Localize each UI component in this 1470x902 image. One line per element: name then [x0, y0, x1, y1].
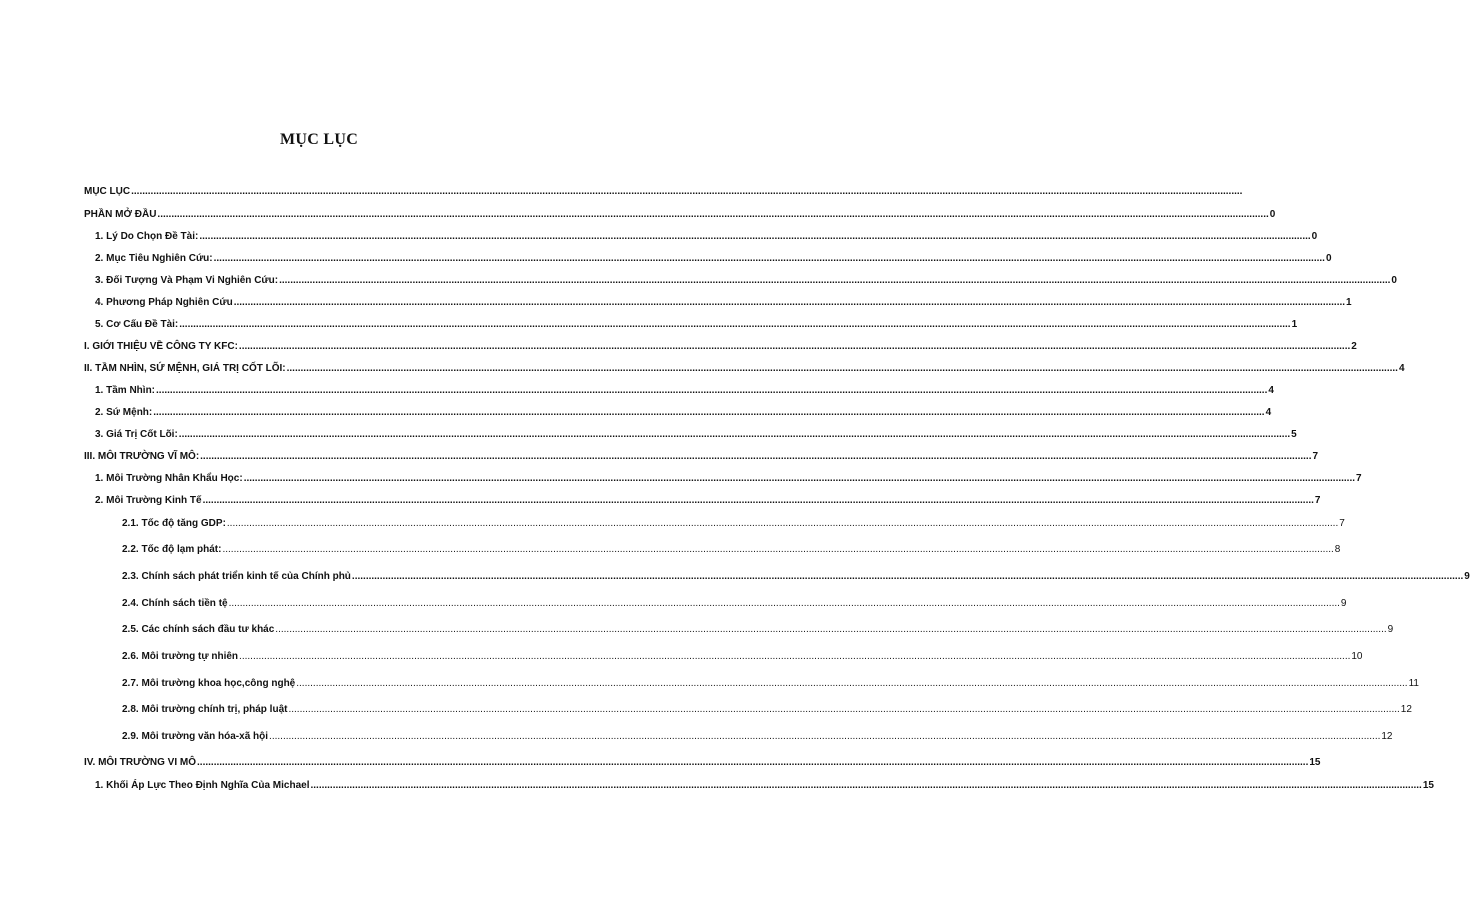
toc-dot-leader: ................................................................................................................................................................................................................................................................................................................................................................................................................ [296, 678, 1408, 689]
toc-dot-leader: ................................................................................................................................................................................................................................................................................................................................................................................................................ [213, 253, 1325, 264]
toc-dot-leader: ................................................................................................................................................................................................................................................................................................................................................................................................................ [131, 186, 1243, 197]
toc-entry[interactable] [84, 450, 1319, 463]
toc-dot-leader: ................................................................................................................................................................................................................................................................................................................................................................................................................ [275, 624, 1387, 635]
toc-dot-leader: ................................................................................................................................................................................................................................................................................................................................................................................................................ [233, 297, 1346, 308]
toc-entry-page-number: 4 [1268, 385, 1274, 396]
toc-entry-label: 2.2. Tốc độ lạm phát: [122, 544, 222, 555]
toc-entry[interactable] [122, 517, 1345, 530]
toc-entry-label: 2.8. Môi trường chính trị, pháp luật [122, 704, 288, 715]
toc-entry-page-number: 0 [1311, 231, 1318, 242]
toc-entry-page-number: 12 [1400, 704, 1412, 715]
toc-dot-leader: ................................................................................................................................................................................................................................................................................................................................................................................................................ [351, 571, 1464, 582]
toc-entry-page-number: 10 [1351, 651, 1363, 662]
toc-dot-leader: ................................................................................................................................................................................................................................................................................................................................................................................................................ [156, 385, 1268, 396]
page-title: MỤC LỤC [279, 131, 359, 148]
toc-entry-page-number: 11 [1408, 678, 1419, 689]
toc-entry-label: I. GIỚI THIỆU VỀ CÔNG TY KFC: [84, 341, 238, 352]
toc-dot-leader: ................................................................................................................................................................................................................................................................................................................................................................................................................ [226, 518, 1339, 529]
toc-entry-page-number: 9 [1464, 571, 1470, 582]
toc-entry-page-number: 4 [1398, 363, 1405, 374]
toc-dot-leader: ................................................................................................................................................................................................................................................................................................................................................................................................................ [153, 407, 1265, 418]
toc-entry-page-number: 7 [1314, 495, 1321, 506]
toc-entry-page-number: 0 [1325, 253, 1332, 264]
toc-entry-label: 1. Lý Do Chọn Đề Tài: [95, 231, 199, 242]
toc-entry[interactable] [122, 543, 1341, 556]
toc-dot-leader: ................................................................................................................................................................................................................................................................................................................................................................................................................ [243, 473, 1356, 484]
toc-entry-page-number: 7 [1356, 473, 1362, 484]
toc-entry-page-number: 7 [1312, 451, 1319, 462]
toc-entry-label: 2. Môi Trường Kinh Tế [95, 495, 202, 506]
toc-dot-leader: ................................................................................................................................................................................................................................................................................................................................................................................................................ [286, 363, 1398, 374]
toc-entry-label: 5. Cơ Cấu Đề Tài: [95, 319, 179, 330]
toc-entry-label: 1. Môi Trường Nhân Khẩu Học: [95, 473, 243, 484]
toc-entry-page-number: 5 [1291, 429, 1297, 440]
toc-entry[interactable] [95, 230, 1318, 243]
toc-entry-page-number: 1 [1291, 319, 1298, 330]
toc-entry-page-number: 0 [1391, 275, 1397, 286]
toc-entry-page-number: 4 [1265, 407, 1272, 418]
toc-entry-label: 4. Phương Pháp Nghiên Cứu [95, 297, 233, 308]
toc-entry-label: 2.6. Môi trường tự nhiên [122, 651, 239, 662]
toc-entry[interactable] [95, 472, 1362, 485]
toc-entry[interactable] [122, 730, 1393, 743]
toc-entry-page-number: 7 [1339, 518, 1345, 529]
toc-dot-leader: ................................................................................................................................................................................................................................................................................................................................................................................................................ [222, 544, 1334, 555]
toc-dot-leader: ................................................................................................................................................................................................................................................................................................................................................................................................................ [238, 341, 1351, 352]
toc-entry[interactable] [95, 274, 1397, 287]
toc-dot-leader: ................................................................................................................................................................................................................................................................................................................................................................................................................ [269, 731, 1381, 742]
toc-entry-label: 3. Đối Tượng Và Phạm Vi Nghiên Cứu: [95, 275, 279, 286]
toc-dot-leader: ................................................................................................................................................................................................................................................................................................................................................................................................................ [288, 704, 1400, 715]
toc-entry[interactable] [122, 597, 1347, 610]
toc-dot-leader: ................................................................................................................................................................................................................................................................................................................................................................................................................ [179, 319, 1291, 330]
toc-entry[interactable] [122, 703, 1412, 716]
toc-entry-label: 1. Tầm Nhìn: [95, 385, 156, 396]
toc-dot-leader: ................................................................................................................................................................................................................................................................................................................................................................................................................ [197, 757, 1309, 768]
toc-entry-label: 2. Mục Tiêu Nghiên Cứu: [95, 253, 213, 264]
toc-entry[interactable] [122, 570, 1470, 583]
toc-dot-leader: ................................................................................................................................................................................................................................................................................................................................................................................................................ [199, 231, 1311, 242]
toc-entry-page-number: 8 [1334, 544, 1341, 555]
toc-entry-label: 2. Sứ Mệnh: [95, 407, 153, 418]
toc-entry-page-number: 1 [1346, 297, 1352, 308]
toc-entry-label: 2.9. Môi trường văn hóa-xã hội [122, 731, 269, 742]
toc-entry-label: II. TẦM NHÌN, SỨ MỆNH, GIÁ TRỊ CỐT LÕI: [84, 363, 286, 374]
toc-entry[interactable] [84, 208, 1276, 221]
toc-entry-label: III. MÔI TRƯỜNG VĨ MÔ: [84, 451, 200, 462]
toc-entry-page-number: 0 [1269, 209, 1276, 220]
toc-entry-page-number: 15 [1309, 757, 1321, 768]
toc-entry-page-number: 2 [1351, 341, 1357, 352]
toc-entry-page-number: 12 [1381, 731, 1393, 742]
toc-entry[interactable] [95, 494, 1321, 507]
toc-entry-label: 2.5. Các chính sách đầu tư khác [122, 624, 275, 635]
toc-entry-label: 2.1. Tốc độ tăng GDP: [122, 518, 226, 529]
toc-entry[interactable] [95, 318, 1298, 331]
toc-entry[interactable] [122, 623, 1394, 636]
toc-dot-leader: ................................................................................................................................................................................................................................................................................................................................................................................................................ [157, 209, 1269, 220]
toc-entry-label: 1. Khối Áp Lực Theo Định Nghĩa Của Michael [95, 780, 310, 791]
toc-entry-label: PHẦN MỞ ĐẦU [84, 209, 157, 220]
toc-entry[interactable] [84, 185, 1243, 198]
toc-entry[interactable] [122, 650, 1363, 663]
toc-entry[interactable] [95, 428, 1297, 441]
toc-entry-label: IV. MÔI TRƯỜNG VI MÔ [84, 757, 197, 768]
toc-dot-leader: ................................................................................................................................................................................................................................................................................................................................................................................................................ [228, 598, 1340, 609]
toc-dot-leader: ................................................................................................................................................................................................................................................................................................................................................................................................................ [239, 651, 1351, 662]
toc-dot-leader: ................................................................................................................................................................................................................................................................................................................................................................................................................ [200, 451, 1312, 462]
toc-dot-leader: ................................................................................................................................................................................................................................................................................................................................................................................................................ [178, 429, 1291, 440]
toc-entry[interactable] [84, 340, 1357, 353]
toc-entry-label: 2.3. Chính sách phát triển kinh tế của Chính phủ [122, 571, 351, 582]
toc-entry[interactable] [95, 296, 1352, 309]
toc-entry-label: 3. Giá Trị Cốt Lõi: [95, 429, 178, 440]
toc-entry-page-number: 9 [1340, 598, 1347, 609]
toc-entry-label: MỤC LỤC [84, 186, 131, 197]
toc-entry[interactable] [95, 779, 1434, 792]
toc-dot-leader: ................................................................................................................................................................................................................................................................................................................................................................................................................ [202, 495, 1314, 506]
toc-entry-label: 2.4. Chính sách tiền tệ [122, 598, 228, 609]
toc-entry[interactable] [95, 384, 1274, 397]
toc-entry[interactable] [84, 756, 1321, 769]
toc-entry-page-number: 15 [1422, 780, 1434, 791]
toc-dot-leader: ................................................................................................................................................................................................................................................................................................................................................................................................................ [310, 780, 1422, 791]
toc-entry[interactable] [95, 252, 1332, 265]
toc-entry-label: 2.7. Môi trường khoa học,công nghệ [122, 678, 296, 689]
toc-entry[interactable] [95, 406, 1272, 419]
toc-entry-page-number: 9 [1387, 624, 1394, 635]
toc-entry[interactable] [84, 362, 1405, 375]
toc-entry[interactable] [122, 677, 1419, 690]
toc-dot-leader: ................................................................................................................................................................................................................................................................................................................................................................................................................ [279, 275, 1391, 286]
